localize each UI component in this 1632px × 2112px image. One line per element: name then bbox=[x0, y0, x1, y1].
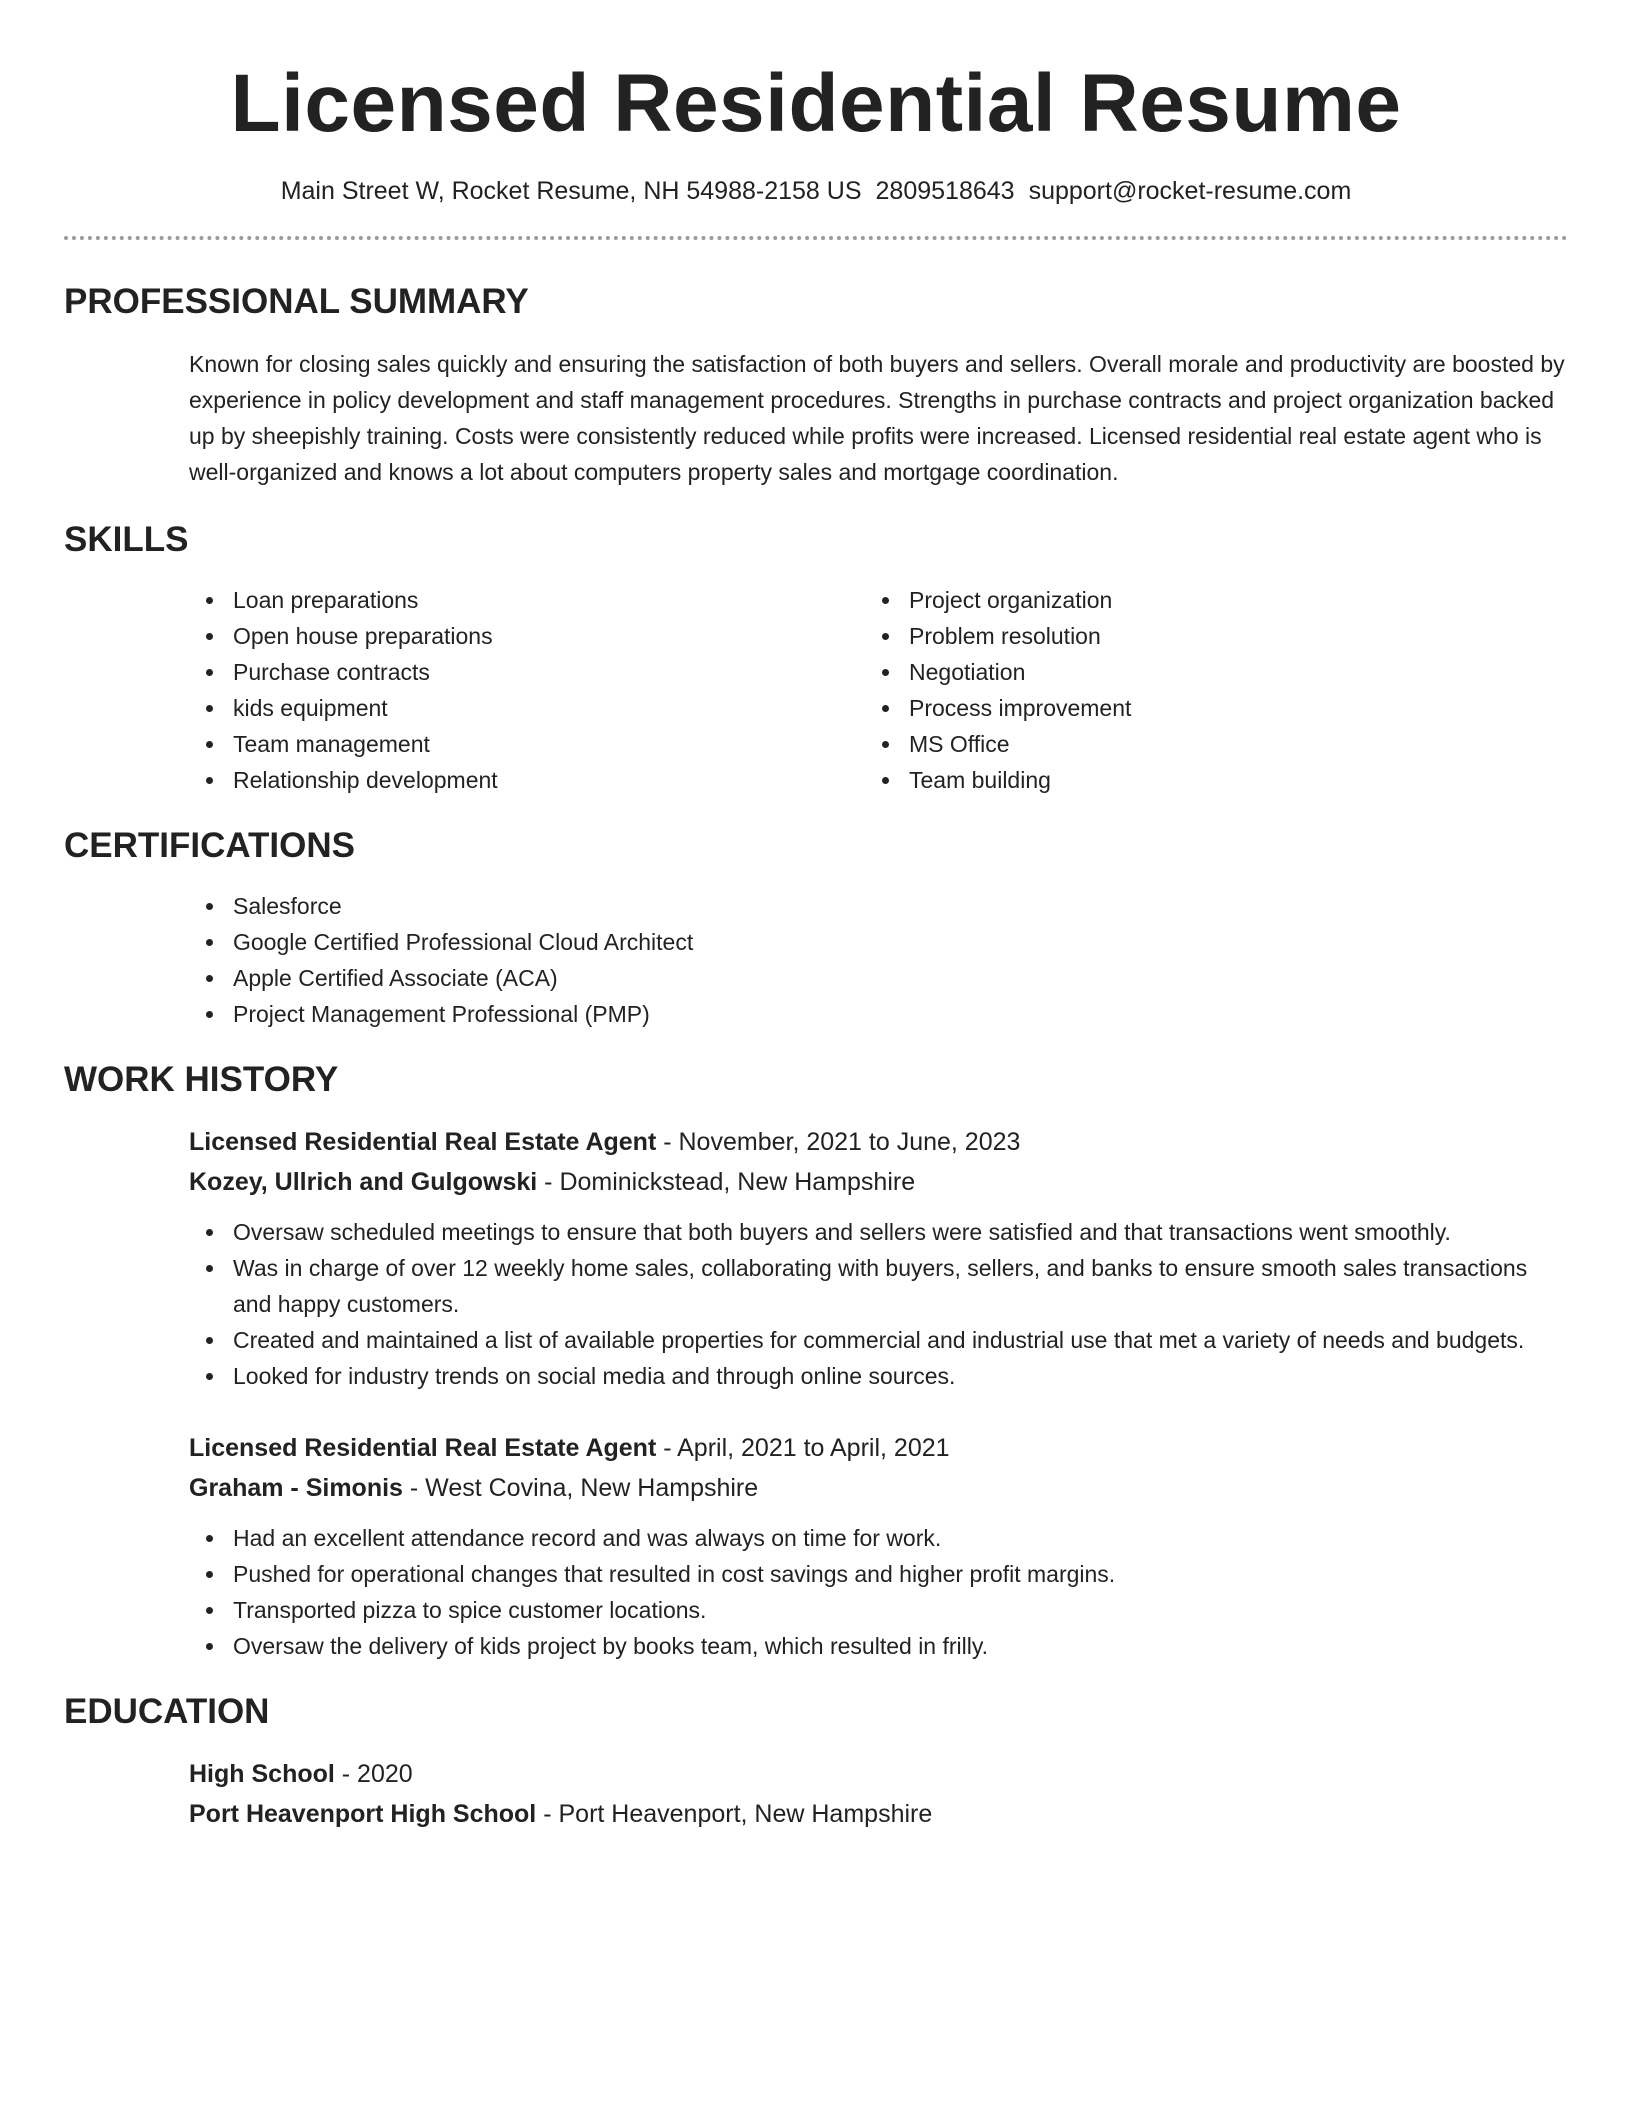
education-degree-line bbox=[189, 1754, 1568, 1794]
education-entry bbox=[189, 1754, 1568, 1834]
education-degree: High School bbox=[189, 1760, 335, 1788]
skill-item: Relationship development bbox=[189, 762, 865, 798]
job-company-line bbox=[189, 1162, 1568, 1202]
skills-list-left bbox=[189, 582, 865, 798]
skill-item: Negotiation bbox=[865, 654, 1541, 690]
job-bullet: Oversaw the delivery of kids project by books team, which resulted in frilly. bbox=[189, 1628, 1568, 1664]
job-bullet: Oversaw scheduled meetings to ensure that both buyers and sellers were satisfied and that transactions went smoothly. bbox=[189, 1214, 1568, 1250]
job-company-line bbox=[189, 1468, 1568, 1508]
contact-line bbox=[64, 174, 1568, 208]
certification-item: Google Certified Professional Cloud Architect bbox=[189, 924, 1568, 960]
certification-item: Salesforce bbox=[189, 888, 1568, 924]
skills-list-right bbox=[865, 582, 1541, 798]
education-school-line bbox=[189, 1794, 1568, 1834]
job-location: - West Covina, New Hampshire bbox=[409, 1474, 759, 1502]
skills-grid bbox=[189, 582, 1568, 798]
skill-item: Loan preparations bbox=[189, 582, 865, 618]
job-title-line bbox=[189, 1122, 1568, 1162]
contact-address: Main Street W, Rocket Resume, NH 54988-2158 US bbox=[280, 177, 862, 205]
skill-item: Team building bbox=[865, 762, 1541, 798]
section-title-education: EDUCATION bbox=[64, 1692, 270, 1731]
certifications-list bbox=[189, 888, 1568, 1032]
skill-item: Problem resolution bbox=[865, 618, 1541, 654]
job-location: - Dominickstead, New Hampshire bbox=[544, 1168, 916, 1196]
job-bullet: Pushed for operational changes that resulted in cost savings and higher profit margins. bbox=[189, 1556, 1568, 1592]
job-bullet: Was in charge of over 12 weekly home sales, collaborating with buyers, sellers, and banks to ensure smooth sales transactions and happy customers. bbox=[189, 1250, 1568, 1322]
job-bullet: Created and maintained a list of available properties for commercial and industrial use that met a variety of needs and budgets. bbox=[189, 1322, 1568, 1358]
job-company: Kozey, Ullrich and Gulgowski bbox=[189, 1168, 538, 1196]
job-role: Licensed Residential Real Estate Agent bbox=[189, 1434, 657, 1462]
job-bullet: Had an excellent attendance record and was always on time for work. bbox=[189, 1520, 1568, 1556]
resume-name: Licensed Residential Resume bbox=[230, 58, 1402, 149]
education-school: Port Heavenport High School bbox=[189, 1800, 537, 1828]
job-title-line bbox=[189, 1428, 1568, 1468]
contact-email: support@rocket-resume.com bbox=[1028, 177, 1352, 205]
section-title-skills: SKILLS bbox=[64, 520, 189, 559]
certification-item: Project Management Professional (PMP) bbox=[189, 996, 1568, 1032]
job-entry bbox=[189, 1122, 1568, 1394]
skill-item: kids equipment bbox=[189, 690, 865, 726]
job-bullet: Transported pizza to spice customer locations. bbox=[189, 1592, 1568, 1628]
job-company: Graham - Simonis bbox=[189, 1474, 403, 1502]
skill-item: MS Office bbox=[865, 726, 1541, 762]
job-bullet-list bbox=[189, 1214, 1568, 1394]
section-title-work-history: WORK HISTORY bbox=[64, 1060, 339, 1099]
job-bullet: Looked for industry trends on social media and through online sources. bbox=[189, 1358, 1568, 1394]
certification-item: Apple Certified Associate (ACA) bbox=[189, 960, 1568, 996]
header-divider bbox=[64, 236, 1568, 240]
education-location: - Port Heavenport, New Hampshire bbox=[543, 1800, 933, 1828]
contact-phone: 2809518643 bbox=[875, 177, 1015, 205]
skills-column-left bbox=[189, 582, 865, 798]
section-title-summary: PROFESSIONAL SUMMARY bbox=[64, 282, 529, 321]
education-year: - 2020 bbox=[341, 1760, 413, 1788]
skill-item: Process improvement bbox=[865, 690, 1541, 726]
job-dates: - April, 2021 to April, 2021 bbox=[663, 1434, 950, 1462]
job-bullet-list bbox=[189, 1520, 1568, 1664]
job-role: Licensed Residential Real Estate Agent bbox=[189, 1128, 657, 1156]
section-title-certifications: CERTIFICATIONS bbox=[64, 826, 356, 865]
skill-item: Purchase contracts bbox=[189, 654, 865, 690]
skills-column-right bbox=[865, 582, 1541, 798]
skill-item: Team management bbox=[189, 726, 865, 762]
job-dates: - November, 2021 to June, 2023 bbox=[663, 1128, 1021, 1156]
summary-text: Known for closing sales quickly and ensuring the satisfaction of both buyers and sellers. Overall morale and productivity are boosted by experience in policy development and staff management procedures. Strengths in purchase contracts and project organization backed up by sheepishly training. Costs were consistently reduced while profits were increased. Licensed residential real estate agent who is well-organized and knows a lot about computers property sales and mortgage coordination. bbox=[189, 351, 1565, 485]
skill-item: Open house preparations bbox=[189, 618, 865, 654]
skill-item: Project organization bbox=[865, 582, 1541, 618]
job-entry bbox=[189, 1428, 1568, 1664]
